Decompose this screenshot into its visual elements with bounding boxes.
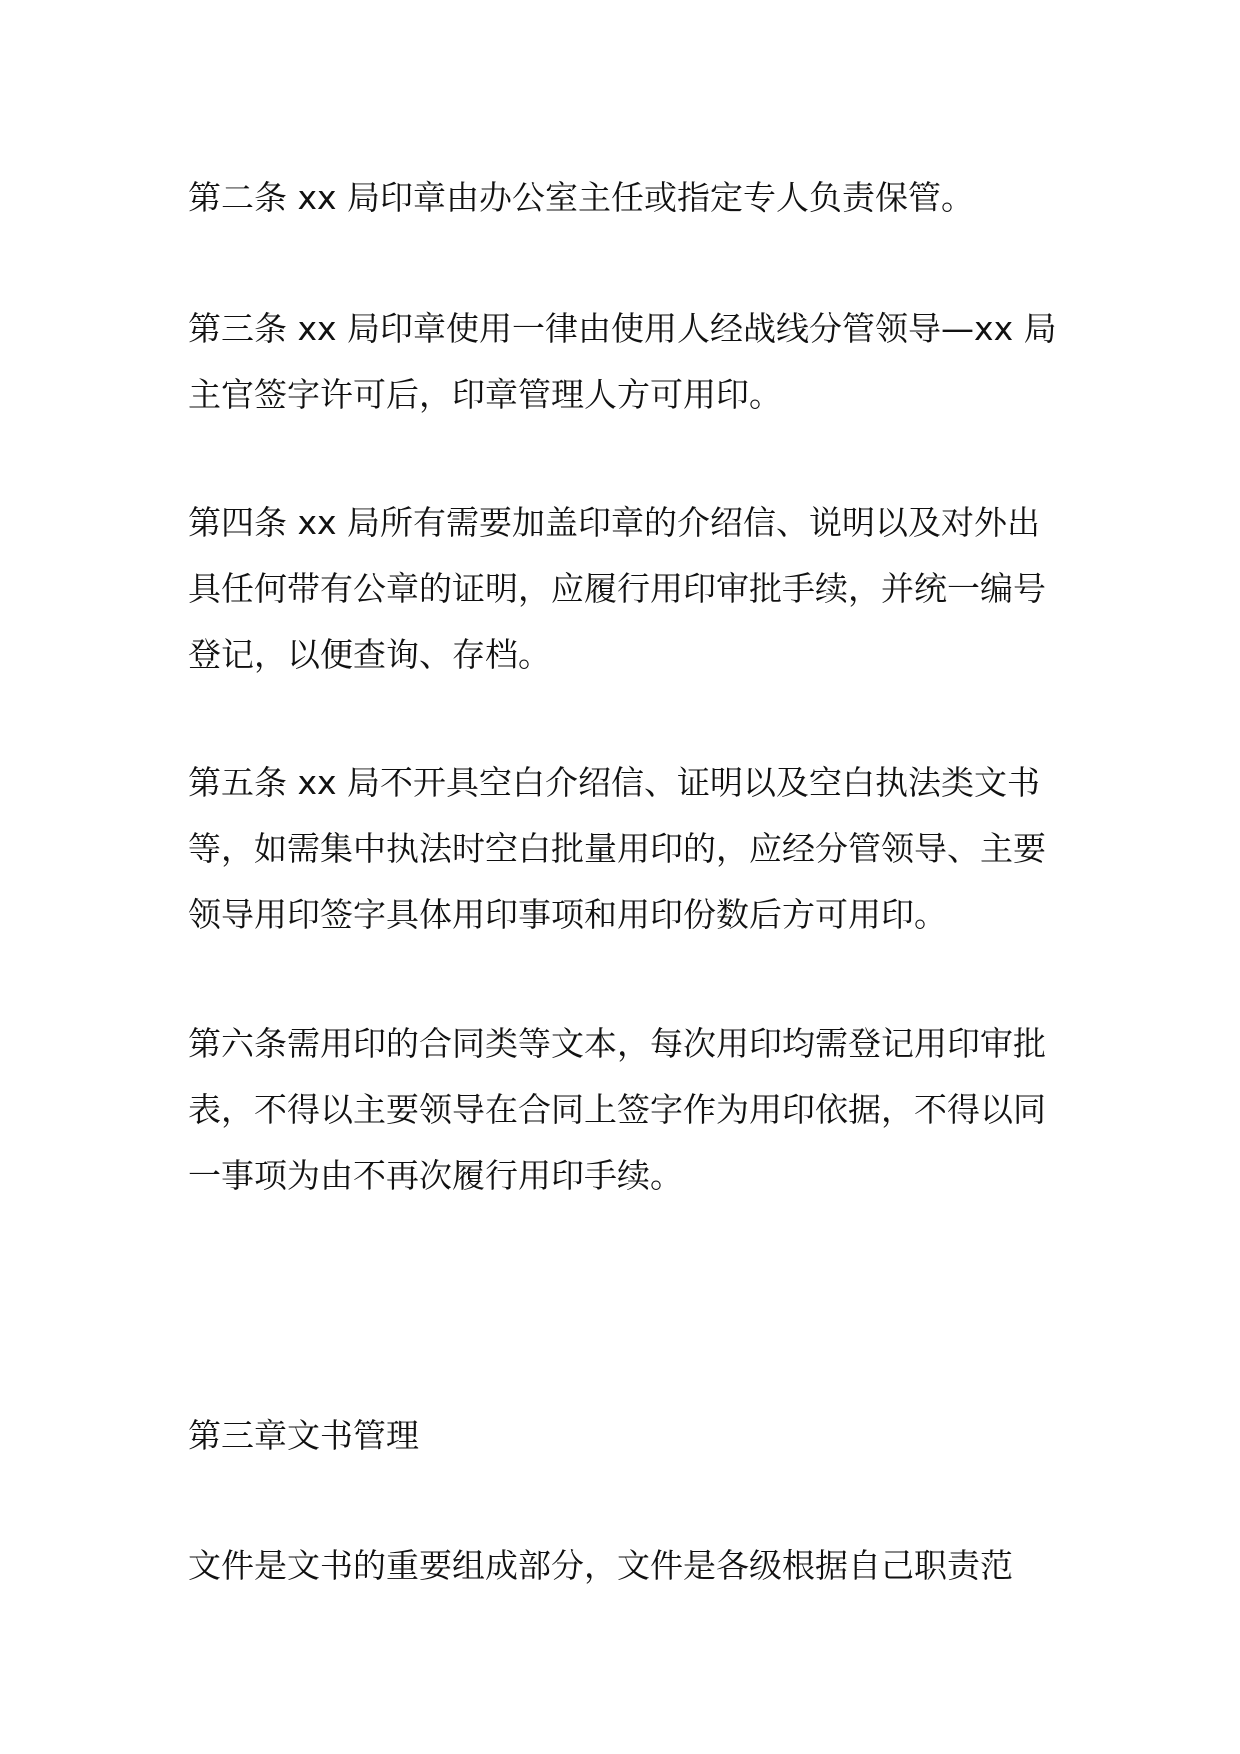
- article-3-paragraph: 第三条 xx 局印章使用一律由使用人经战线分管领导—xx 局主官签字许可后，印章管理人方可用印。: [188, 309, 1057, 414]
- article-4-paragraph: 第四条 xx 局所有需要加盖印章的介绍信、说明以及对外出具任何带有公章的证明，应履行用印审批手续，并统一编号登记，以便查询、存档。: [188, 503, 1046, 674]
- chapter-heading: 第三章文书管理: [188, 1416, 419, 1455]
- chapter-intro-paragraph: 文件是文书的重要组成部分，文件是各级根据自己职责范: [188, 1546, 1013, 1585]
- article-5-paragraph: 第五条 xx 局不开具空白介绍信、证明以及空白执法类文书等，如需集中执法时空白批量用印的，应经分管领导、主要领导用印签字具体用印事项和用印份数后方可用印。: [188, 763, 1046, 934]
- article-2-paragraph: 第二条 xx 局印章由办公室主任或指定专人负责保管。: [188, 178, 975, 217]
- article-6-paragraph: 第六条需用印的合同类等文本，每次用印均需登记用印审批表，不得以主要领导在合同上签字作为用印依据，不得以同一事项为由不再次履行用印手续。: [188, 1024, 1046, 1195]
